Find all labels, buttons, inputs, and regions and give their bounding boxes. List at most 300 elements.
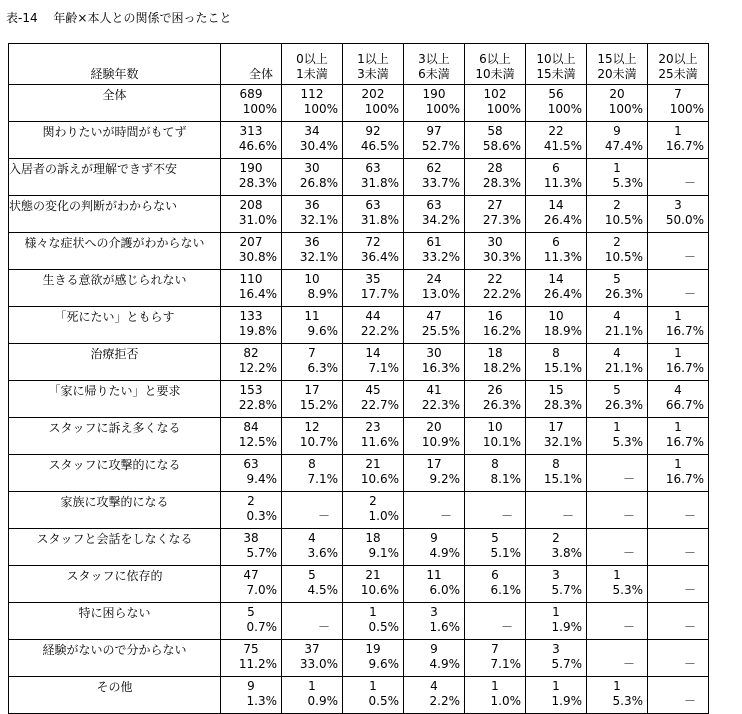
cell-percent: 50.0% (665, 213, 704, 227)
table-cell (587, 122, 648, 159)
cell-percent: 19.8% (238, 324, 277, 338)
cell-count: 63 (365, 161, 381, 175)
cell-count: 1 (369, 679, 377, 693)
cell-percent: 5.3% (612, 583, 643, 597)
table-cell (343, 418, 404, 455)
table-cell (465, 677, 526, 714)
cell-percent: － (683, 287, 696, 301)
table-cell (343, 196, 404, 233)
table-cell (404, 529, 465, 566)
cell-percent: 58.6% (482, 139, 521, 153)
cell-percent: 9.4% (246, 472, 277, 486)
cell-count: 1 (674, 457, 682, 471)
cell-count: 14 (548, 272, 564, 286)
row-label: 「家に帰りたい」と要求 (9, 381, 221, 418)
row-label: 「死にたい」ともらす (9, 307, 221, 344)
table-row (9, 492, 709, 529)
cell-count: 133 (239, 309, 263, 323)
cell-percent: 28.3% (482, 176, 521, 190)
cell-count: 28 (487, 161, 503, 175)
cell-percent: 4.5% (307, 583, 338, 597)
cell-count: 34 (304, 124, 320, 138)
table-cell (221, 307, 282, 344)
table-cell (648, 159, 709, 196)
table-cell (282, 307, 343, 344)
table-cell (221, 566, 282, 603)
table-cell (526, 85, 587, 122)
cell-count: 47 (243, 568, 259, 582)
table-cell (343, 85, 404, 122)
table-row (9, 640, 709, 677)
table-cell (282, 159, 343, 196)
cell-percent: 0.5% (368, 694, 399, 708)
cell-percent: 16.7% (665, 361, 704, 375)
table-cell (648, 640, 709, 677)
cell-percent: 33.2% (421, 250, 460, 264)
data-table (8, 43, 709, 714)
cell-count: 12 (304, 420, 320, 434)
table-cell (465, 381, 526, 418)
cell-count: 313 (239, 124, 263, 138)
table-cell (282, 233, 343, 270)
table-cell (465, 85, 526, 122)
cell-percent: 22.8% (238, 398, 277, 412)
cell-count: 202 (361, 87, 385, 101)
table-cell (221, 492, 282, 529)
cell-count (648, 568, 708, 583)
table-cell (526, 159, 587, 196)
cell-percent: 22.7% (360, 398, 399, 412)
cell-percent: 5.3% (612, 176, 643, 190)
table-cell (526, 529, 587, 566)
table-cell (282, 455, 343, 492)
cell-percent: 30.3% (482, 250, 521, 264)
cell-count (404, 494, 464, 509)
cell-count: 1 (613, 420, 621, 434)
cell-count: 153 (239, 383, 263, 397)
table-cell (648, 196, 709, 233)
table-cell (587, 677, 648, 714)
table-cell (465, 529, 526, 566)
cell-percent: － (561, 509, 574, 523)
table-cell (526, 418, 587, 455)
cell-count: 21 (365, 457, 381, 471)
cell-percent: 9.1% (368, 546, 399, 560)
cell-count: 8 (552, 346, 560, 360)
cell-count: 63 (365, 198, 381, 212)
cell-percent: 10.5% (604, 250, 643, 264)
cell-count (587, 531, 647, 546)
row-label: スタッフに依存的 (9, 566, 221, 603)
table-cell (282, 492, 343, 529)
column-header: 1以上 3未満 (343, 44, 404, 85)
table-cell (587, 381, 648, 418)
table-cell (526, 566, 587, 603)
table-row (9, 233, 709, 270)
cell-count: 35 (365, 272, 381, 286)
cell-count (587, 457, 647, 472)
cell-count: 1 (674, 346, 682, 360)
cell-percent: 16.2% (482, 324, 521, 338)
cell-percent: 17.7% (360, 287, 399, 301)
cell-percent: 15.1% (543, 472, 582, 486)
cell-count: 6 (491, 568, 499, 582)
table-cell (648, 307, 709, 344)
cell-percent: － (683, 250, 696, 264)
table-cell (526, 492, 587, 529)
cell-percent: － (683, 176, 696, 190)
cell-count: 2 (552, 531, 560, 545)
cell-count: 208 (239, 198, 263, 212)
row-label: 入居者の訴えが理解できず不安 (9, 159, 221, 196)
cell-percent: 3.6% (307, 546, 338, 560)
cell-percent: 10.5% (604, 213, 643, 227)
table-cell (221, 270, 282, 307)
table-cell (465, 566, 526, 603)
row-label: 様々な症状への介護がわからない (9, 233, 221, 270)
cell-percent: － (317, 509, 330, 523)
cell-percent: 8.9% (307, 287, 338, 301)
cell-percent: 15.2% (299, 398, 338, 412)
cell-percent: 26.3% (604, 287, 643, 301)
table-cell (404, 455, 465, 492)
cell-count: 7 (674, 87, 682, 101)
cell-percent: 15.1% (543, 361, 582, 375)
cell-count (648, 679, 708, 694)
cell-count: 4 (430, 679, 438, 693)
cell-count: 3 (430, 605, 438, 619)
table-cell (404, 122, 465, 159)
cell-percent: 5.7% (246, 546, 277, 560)
cell-percent: － (500, 620, 513, 634)
table-row (9, 566, 709, 603)
cell-percent: 16.3% (421, 361, 460, 375)
cell-percent: 32.1% (299, 213, 338, 227)
table-cell (221, 529, 282, 566)
table-cell (404, 233, 465, 270)
row-label: その他 (9, 677, 221, 714)
table-cell (221, 677, 282, 714)
cell-percent: － (683, 583, 696, 597)
cell-count: 22 (548, 124, 564, 138)
table-cell (221, 122, 282, 159)
cell-percent: 32.1% (543, 435, 582, 449)
cell-count: 19 (365, 642, 381, 656)
cell-count: 5 (613, 272, 621, 286)
table-cell (526, 270, 587, 307)
row-label: 生きる意欲が感じられない (9, 270, 221, 307)
cell-count: 47 (426, 309, 442, 323)
table-cell (221, 159, 282, 196)
table-cell (526, 455, 587, 492)
cell-count: 37 (304, 642, 320, 656)
cell-percent: 5.3% (612, 694, 643, 708)
table-cell (587, 307, 648, 344)
column-header: 20以上 25未満 (648, 44, 709, 85)
cell-percent: 5.7% (551, 657, 582, 671)
cell-count: 17 (304, 383, 320, 397)
table-cell (587, 85, 648, 122)
cell-percent: 0.5% (368, 620, 399, 634)
total-header: 全体 (221, 44, 282, 85)
cell-percent: 5.3% (612, 435, 643, 449)
cell-percent: 10.9% (421, 435, 460, 449)
table-row (9, 418, 709, 455)
cell-percent: 1.9% (551, 620, 582, 634)
cell-percent: 34.2% (421, 213, 460, 227)
cell-percent: 30.4% (299, 139, 338, 153)
table-cell (343, 270, 404, 307)
table-cell (587, 566, 648, 603)
cell-percent: 28.3% (238, 176, 277, 190)
cell-count (648, 642, 708, 657)
table-row (9, 381, 709, 418)
cell-percent: 2.2% (429, 694, 460, 708)
cell-percent: 41.5% (543, 139, 582, 153)
cell-percent: 66.7% (665, 398, 704, 412)
table-cell (526, 381, 587, 418)
table-cell (404, 603, 465, 640)
table-cell (587, 233, 648, 270)
table-cell (648, 677, 709, 714)
table-cell (404, 492, 465, 529)
table-row (9, 85, 709, 122)
cell-count: 8 (552, 457, 560, 471)
cell-percent: 11.3% (543, 250, 582, 264)
table-cell (282, 529, 343, 566)
cell-percent: 13.0% (421, 287, 460, 301)
table-cell (465, 344, 526, 381)
table-cell (526, 677, 587, 714)
table-cell (526, 603, 587, 640)
cell-count: 14 (365, 346, 381, 360)
cell-count: 4 (674, 383, 682, 397)
cell-count: 26 (487, 383, 503, 397)
table-cell (282, 344, 343, 381)
cell-count: 84 (243, 420, 259, 434)
cell-percent: 11.2% (238, 657, 277, 671)
table-cell (404, 418, 465, 455)
cell-count (526, 494, 586, 509)
table-cell (282, 381, 343, 418)
cell-percent: 18.9% (543, 324, 582, 338)
cell-count: 2 (613, 198, 621, 212)
cell-count: 36 (304, 235, 320, 249)
cell-percent: － (622, 472, 635, 486)
table-row (9, 344, 709, 381)
cell-count: 56 (548, 87, 564, 101)
table-cell (648, 529, 709, 566)
cell-count: 21 (365, 568, 381, 582)
cell-percent: 22.3% (421, 398, 460, 412)
cell-percent: 26.8% (299, 176, 338, 190)
table-cell (465, 307, 526, 344)
cell-count: 15 (548, 383, 564, 397)
cell-percent: 7.1% (307, 472, 338, 486)
table-cell (648, 233, 709, 270)
table-row (9, 677, 709, 714)
table-cell (465, 418, 526, 455)
cell-count: 1 (552, 679, 560, 693)
cell-count (282, 494, 342, 509)
cell-percent: 36.4% (360, 250, 399, 264)
table-cell (343, 307, 404, 344)
table-cell (587, 603, 648, 640)
row-label: 経験がないので分からない (9, 640, 221, 677)
cell-count: 36 (304, 198, 320, 212)
table-cell (282, 122, 343, 159)
cell-count: 62 (426, 161, 442, 175)
table-cell (404, 640, 465, 677)
corner-header: 経験年数 (9, 44, 221, 85)
cell-percent: 31.8% (360, 213, 399, 227)
cell-count: 18 (365, 531, 381, 545)
table-cell (404, 307, 465, 344)
table-cell (343, 233, 404, 270)
cell-percent: － (622, 546, 635, 560)
table-row (9, 196, 709, 233)
cell-count: 58 (487, 124, 503, 138)
cell-count: 63 (243, 457, 259, 471)
table-cell (282, 677, 343, 714)
table-cell (343, 455, 404, 492)
cell-count: 5 (247, 605, 255, 619)
cell-count: 102 (483, 87, 507, 101)
cell-percent: 6.1% (490, 583, 521, 597)
table-row (9, 529, 709, 566)
cell-percent: 28.3% (543, 398, 582, 412)
table-cell (587, 418, 648, 455)
cell-percent: 5.7% (551, 583, 582, 597)
cell-percent: 16.4% (238, 287, 277, 301)
table-cell (648, 492, 709, 529)
table-cell (404, 344, 465, 381)
cell-percent: 26.3% (482, 398, 521, 412)
cell-percent: 9.6% (368, 657, 399, 671)
cell-percent: 26.3% (604, 398, 643, 412)
column-header: 6以上 10未満 (465, 44, 526, 85)
table-cell (343, 381, 404, 418)
cell-count: 1 (613, 568, 621, 582)
table-cell (404, 159, 465, 196)
column-header: 3以上 6未満 (404, 44, 465, 85)
cell-count: 7 (491, 642, 499, 656)
cell-percent: 46.5% (360, 139, 399, 153)
cell-count: 4 (613, 309, 621, 323)
table-cell (526, 122, 587, 159)
cell-count: 190 (422, 87, 446, 101)
table-cell (465, 159, 526, 196)
cell-count: 17 (426, 457, 442, 471)
cell-count: 9 (430, 642, 438, 656)
cell-percent: － (622, 509, 635, 523)
cell-percent: － (622, 657, 635, 671)
row-label: 関わりたいが時間がもてず (9, 122, 221, 159)
cell-count: 27 (487, 198, 503, 212)
row-label: スタッフに攻撃的になる (9, 455, 221, 492)
cell-count: 44 (365, 309, 381, 323)
header-row (9, 44, 709, 85)
cell-percent: － (683, 509, 696, 523)
table-cell (648, 566, 709, 603)
cell-count: 6 (552, 235, 560, 249)
cell-percent: 4.9% (429, 657, 460, 671)
cell-count: 6 (552, 161, 560, 175)
table-cell (526, 196, 587, 233)
cell-count (587, 642, 647, 657)
table-cell (343, 529, 404, 566)
table-cell (221, 640, 282, 677)
cell-percent: － (683, 620, 696, 634)
table-cell (343, 122, 404, 159)
cell-percent: － (500, 509, 513, 523)
cell-count: 7 (308, 346, 316, 360)
cell-percent: 4.9% (429, 546, 460, 560)
cell-count: 3 (674, 198, 682, 212)
cell-count: 24 (426, 272, 442, 286)
column-header: 0以上 1未満 (282, 44, 343, 85)
table-cell (343, 677, 404, 714)
cell-count: 20 (426, 420, 442, 434)
table-cell (648, 122, 709, 159)
table-cell (343, 566, 404, 603)
cell-count: 75 (243, 642, 259, 656)
cell-percent: 10.6% (360, 472, 399, 486)
cell-percent: 1.3% (246, 694, 277, 708)
cell-percent: 46.6% (238, 139, 277, 153)
cell-count: 5 (613, 383, 621, 397)
cell-percent: 9.2% (429, 472, 460, 486)
cell-count (648, 235, 708, 250)
table-row (9, 603, 709, 640)
cell-count: 1 (674, 309, 682, 323)
table-cell (648, 381, 709, 418)
row-label: 家族に攻撃的になる (9, 492, 221, 529)
table-row (9, 270, 709, 307)
cell-percent: 100% (303, 102, 338, 116)
cell-count: 61 (426, 235, 442, 249)
cell-count: 1 (613, 161, 621, 175)
cell-percent: 12.2% (238, 361, 277, 375)
table-cell (587, 196, 648, 233)
cell-percent: 11.3% (543, 176, 582, 190)
column-header: 10以上 15未満 (526, 44, 587, 85)
cell-count: 63 (426, 198, 442, 212)
cell-count: 1 (552, 605, 560, 619)
cell-count (648, 605, 708, 620)
table-cell (648, 344, 709, 381)
table-cell (587, 455, 648, 492)
cell-percent: － (439, 509, 452, 523)
cell-count: 1 (674, 420, 682, 434)
cell-count: 9 (430, 531, 438, 545)
table-cell (343, 492, 404, 529)
cell-count: 2 (613, 235, 621, 249)
cell-count: 3 (552, 568, 560, 582)
table-row (9, 455, 709, 492)
table-cell (404, 270, 465, 307)
cell-count: 22 (487, 272, 503, 286)
cell-count: 8 (308, 457, 316, 471)
table-cell (221, 418, 282, 455)
cell-count (587, 494, 647, 509)
table-cell (526, 344, 587, 381)
cell-percent: 52.7% (421, 139, 460, 153)
cell-percent: 25.5% (421, 324, 460, 338)
cell-count: 82 (243, 346, 259, 360)
cell-percent: 18.2% (482, 361, 521, 375)
table-cell (282, 85, 343, 122)
